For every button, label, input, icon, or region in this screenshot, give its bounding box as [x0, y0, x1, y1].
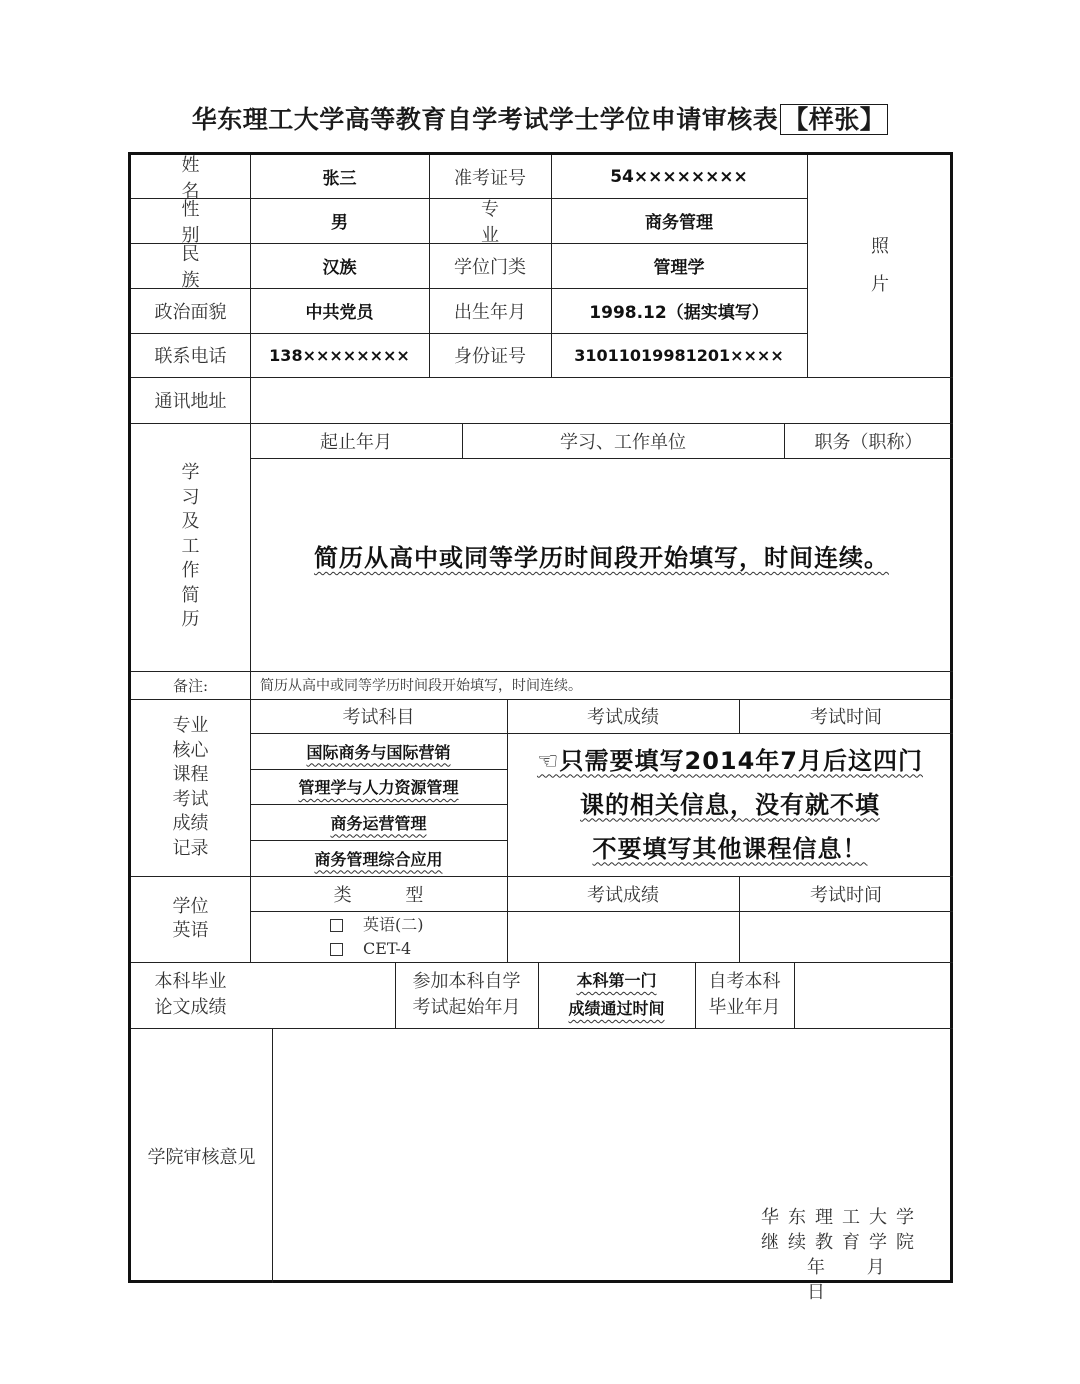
remarks-label: 备注:	[172, 676, 209, 695]
thesis-value[interactable]	[250, 962, 395, 1028]
gender-value[interactable]: 男	[331, 213, 348, 233]
application-form	[128, 152, 953, 1303]
core-col-score: 考试成绩	[587, 707, 659, 728]
address-label: 通讯地址	[154, 391, 227, 412]
english-col-type: 类 型	[333, 884, 448, 906]
english-score-value[interactable]	[507, 911, 739, 962]
degree-category-label: 学位门类	[454, 256, 526, 278]
birth-value[interactable]: 1998.12（据实填写）	[589, 303, 769, 323]
ethnicity-label: 民 族	[181, 243, 246, 291]
english-options	[250, 911, 507, 962]
core-note-line-1: ☜只需要填写2014年7月后这四门	[536, 746, 923, 775]
start-label-text: 参加本科自学考试起始年月	[412, 971, 521, 1018]
resume-col-position: 职务（职称）	[814, 431, 923, 453]
title-wrap	[0, 100, 1080, 136]
remarks-text[interactable]: 简历从高中或同等学历时间段开始填写，时间连续。	[260, 678, 582, 694]
phone-value[interactable]: 138××××××××	[269, 345, 410, 365]
english-time-value[interactable]	[739, 911, 953, 962]
review-label: 学院审核意见	[147, 1146, 256, 1168]
course-name: 商务管理综合应用	[314, 849, 443, 869]
thesis-label	[131, 962, 250, 1028]
exam-no-label: 准考证号	[454, 167, 526, 189]
grad-label	[695, 962, 794, 1028]
name-label: 姓 名	[181, 154, 246, 202]
checkbox-icon[interactable]	[330, 943, 343, 956]
sample-mark: 【样张】	[780, 104, 888, 135]
review-org-line-1: 华东理工大学	[761, 1207, 923, 1228]
id-value[interactable]: 31011019981201××××	[574, 345, 784, 365]
course-item[interactable]	[250, 769, 507, 804]
course-name: 国际商务与国际营销	[306, 742, 451, 762]
english-option-2[interactable]	[330, 937, 411, 961]
course-item[interactable]	[250, 840, 507, 876]
grad-label-text: 自考本科毕业年月	[708, 971, 781, 1018]
gender-label: 性 别	[181, 198, 246, 246]
name-value[interactable]: 张三	[322, 169, 357, 189]
resume-col-period: 起止年月	[320, 431, 392, 453]
course-name: 管理学与人力资源管理	[298, 778, 459, 797]
address-value[interactable]	[250, 377, 953, 423]
start-label	[395, 962, 538, 1028]
start-value[interactable]	[538, 962, 695, 1028]
form-title-main: 华东理工大学高等教育自学考试学士学位申请审核表	[191, 105, 779, 134]
form-title	[192, 100, 889, 136]
core-note-line-3: 不要填写其他课程信息！	[592, 834, 868, 863]
start-note-1: 本科第一门	[576, 971, 657, 990]
major-value[interactable]: 商务管理	[645, 213, 713, 233]
grad-value[interactable]	[794, 962, 953, 1028]
checkbox-icon[interactable]	[330, 919, 343, 932]
major-label: 专 业	[481, 198, 533, 246]
start-note-2: 成绩通过时间	[568, 999, 665, 1018]
photo-label-1: 照	[871, 236, 889, 257]
id-label: 身份证号	[454, 346, 526, 367]
resume-section-label-text: 学习及工作简历	[181, 462, 200, 631]
course-name: 商务运营管理	[330, 813, 427, 833]
review-date: 年 月 日	[807, 1257, 894, 1303]
core-courses-note	[507, 733, 953, 876]
english-option-2-label: CET-4	[363, 938, 412, 958]
exam-no-value[interactable]: 54××××××××	[610, 166, 748, 187]
core-note-line-2: 课的相关信息，没有就不填	[580, 790, 880, 819]
ethnicity-value[interactable]: 汉族	[322, 258, 357, 278]
photo-label-2: 片	[871, 274, 889, 295]
resume-note: 简历从高中或同等学历时间段开始填写，时间连续。	[314, 544, 889, 572]
core-courses-label-text: 专业核心课程考试成绩记录	[172, 715, 209, 859]
resume-col-unit: 学习、工作单位	[560, 431, 686, 453]
core-col-subject: 考试科目	[342, 707, 415, 728]
review-org-line-2: 继续教育学院	[761, 1232, 923, 1253]
english-option-1[interactable]	[330, 913, 424, 937]
core-courses-label	[131, 699, 250, 876]
political-label: 政治面貌	[154, 301, 227, 323]
english-col-time: 考试时间	[810, 884, 882, 906]
course-item[interactable]	[250, 804, 507, 840]
resume-content[interactable]	[250, 458, 953, 671]
phone-label: 联系电话	[154, 346, 227, 367]
core-col-time: 考试时间	[810, 707, 882, 728]
english-option-1-label: 英语(二)	[363, 914, 424, 934]
photo-box[interactable]	[807, 155, 953, 377]
resume-section-label	[131, 423, 250, 671]
course-item[interactable]	[250, 733, 507, 769]
thesis-label-text: 本科毕业论文成绩	[154, 971, 227, 1018]
birth-label: 出生年月	[454, 301, 526, 323]
english-label	[131, 876, 250, 962]
political-value[interactable]: 中共党员	[305, 303, 374, 323]
english-col-score: 考试成绩	[587, 884, 659, 906]
english-label-text: 学位英语	[172, 895, 209, 941]
degree-category-value[interactable]: 管理学	[653, 258, 705, 278]
